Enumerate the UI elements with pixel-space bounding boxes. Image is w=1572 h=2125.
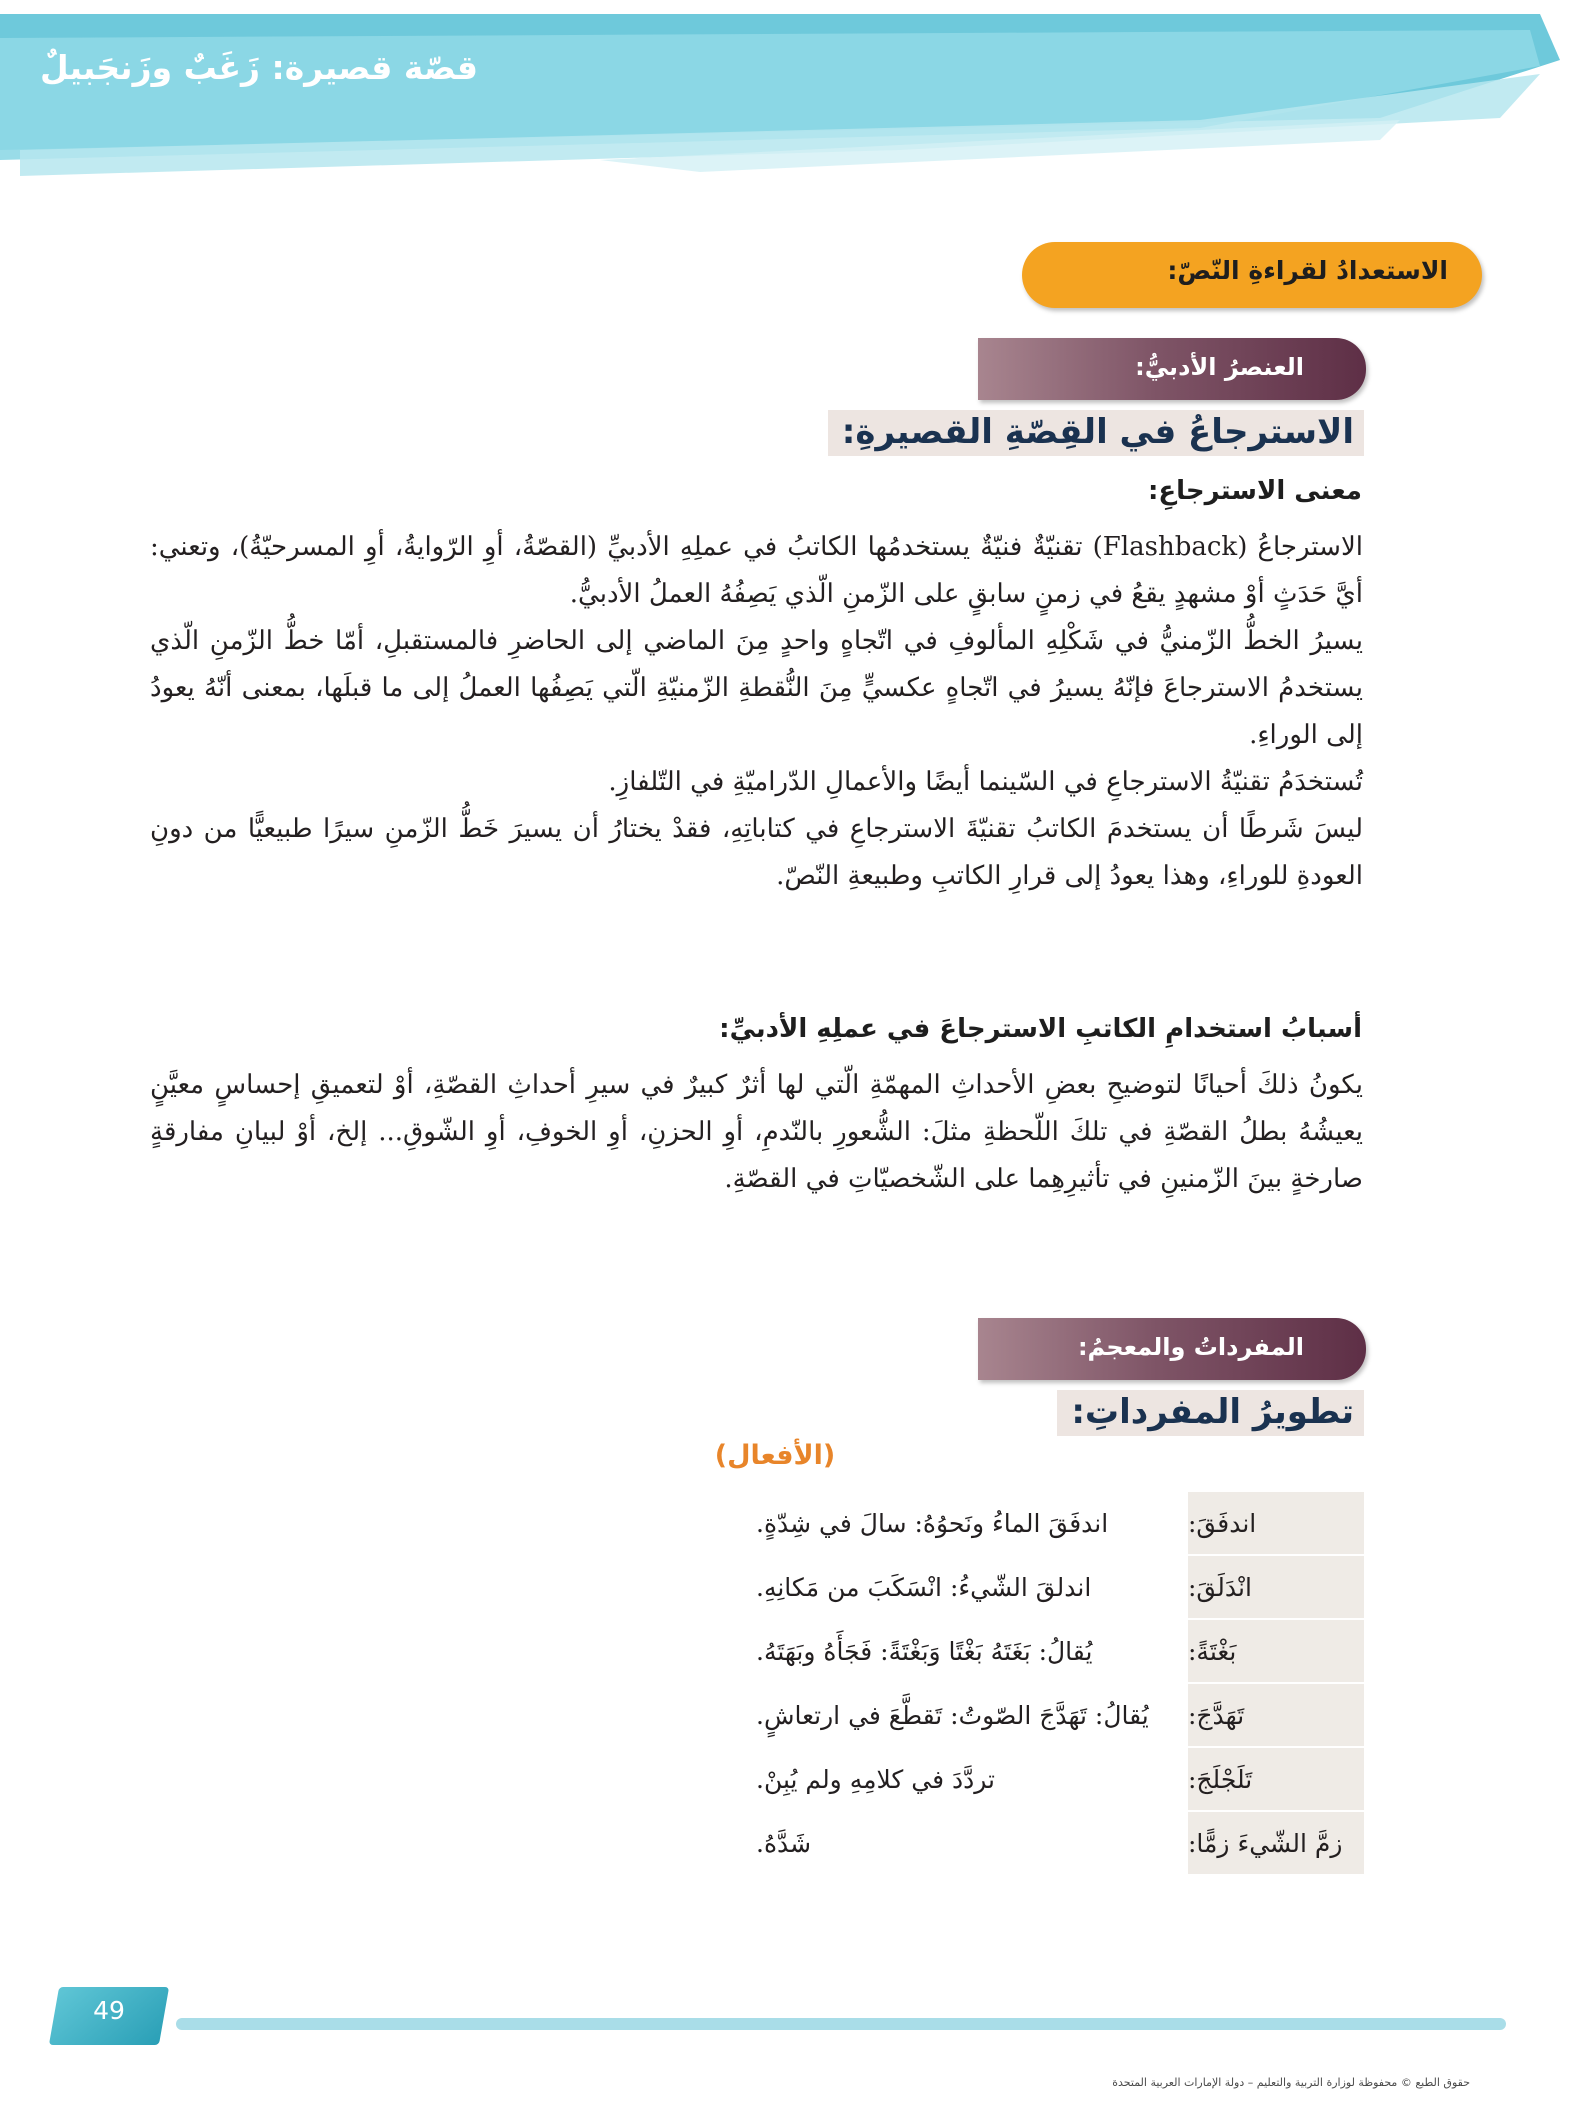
footer-divider — [176, 2018, 1506, 2030]
flashback-subheading: الاسترجاعُ في القِصّةِ القصيرةِ: — [828, 410, 1364, 456]
page-title: قصّة قصيرة: زَغَبٌ وزَنجَبيلٌ — [40, 48, 478, 87]
meaning-paragraph: الاسترجاعُ (Flashback) تقنيّةٌ فنيّةٌ يستخدمُها الكاتبُ في عملِهِ الأدبيِّ (القصّةُ، أوِ الرّوايةُ، أوِ المسرحيّةُ)، وتعني: أيَّ حَدَثٍ أوْ مشهدٍ يقعُ في زمنٍ سابقٍ على الزّمنِ الّذي يَصِفُهُ العملُ الأدبيُّ. — [150, 532, 1363, 609]
copyright-notice: حقوق الطبع © محفوظة لوزارة التربية والتعليم – دولة الإمارات العربية المتحدة — [1112, 2076, 1470, 2089]
literary-element-label: العنصرُ الأدبيُّ: — [1135, 353, 1304, 381]
vocabulary-row — [756, 1684, 1364, 1746]
meaning-paragraph: يسيرُ الخطُّ الزّمنيُّ في شَكْلِهِ المألوفِ في اتّجاهٍ واحدٍ مِنَ الماضي إلى الحاضرِ فالمستقبلِ، أمّا خطُّ الزّمنِ الّذي يستخدمُ الاسترجاعَ فإنّهُ يسيرُ في اتّجاهٍ عكسيٍّ مِنَ النُّقطةِ الزّمنيّةِ الّتي يَصِفُها العملُ إلى ما قبلَها، بمعنى أنّهُ يعودُ إلى الوراءِ. — [150, 626, 1363, 750]
vocabulary-definition: اندفَقَ الماءُ ونَحوُهُ: سالَ في شِدّةٍ. — [756, 1508, 1109, 1538]
vocabulary-row — [756, 1556, 1364, 1618]
meaning-paragraph: ليسَ شَرطًا أن يستخدمَ الكاتبُ تقنيّةَ الاسترجاعِ في كتاباتِهِ، فقدْ يختارُ أن يسيرَ خَطُّ الزّمنِ سيرًا طبيعيًّا من دونِ العودةِ للوراءِ، وهذا يعودُ إلى قرارِ الكاتبِ وطبيعةِ النّصّ. — [150, 814, 1363, 891]
vocabulary-term: زمَّ الشّيءَ زمًّا: — [1188, 1812, 1364, 1874]
vocabulary-definition: يُقالُ: بَغَتَهُ بَغْتًا وَبَغْتَةً: فَجَأَهُ وبَهَتَهُ. — [756, 1636, 1093, 1666]
meaning-text — [150, 524, 1363, 900]
vocabulary-row — [756, 1812, 1364, 1874]
vocabulary-term: تَهَدَّجَ: — [1188, 1684, 1364, 1746]
reading-prep-label: الاستعدادُ لقراءةِ النّصّ: — [1167, 256, 1448, 285]
page-number: 49 — [93, 1996, 125, 2025]
vocabulary-subheading: تطويرُ المفرداتِ: — [1057, 1390, 1364, 1436]
vocabulary-term: اندفَقَ: — [1188, 1492, 1364, 1554]
meaning-paragraph: تُستخدَمُ تقنيّةُ الاسترجاعِ في السّينما أيضًا والأعمالِ الدّراميّةِ في التّلفازِ. — [608, 767, 1363, 797]
vocabulary-term: بَغْتَةً: — [1188, 1620, 1364, 1682]
header-banner — [0, 0, 1572, 200]
vocabulary-definition: يُقالُ: تَهَدَّجَ الصّوتُ: تَقطَّعَ في ارتعاشٍ. — [756, 1700, 1149, 1730]
vocabulary-term: تَلَجْلَجَ: — [1188, 1748, 1364, 1810]
vocabulary-table — [756, 1492, 1364, 1876]
vocabulary-row — [756, 1492, 1364, 1554]
vocabulary-definition: اندلقَ الشّيءُ: انْسَكَبَ من مَكانِهِ. — [756, 1572, 1092, 1602]
reasons-heading: أسبابُ استخدامِ الكاتبِ الاسترجاعَ في عملِهِ الأدبيِّ: — [719, 1014, 1362, 1044]
reasons-text — [150, 1062, 1363, 1203]
reading-prep-header — [1022, 242, 1482, 308]
vocabulary-header — [978, 1318, 1366, 1380]
vocabulary-label: المفرداتُ والمعجمُ: — [1077, 1333, 1304, 1361]
vocabulary-definition: شَدَّهُ. — [756, 1828, 812, 1858]
reasons-paragraph: يكونُ ذلكَ أحيانًا لتوضيحِ بعضِ الأحداثِ المهمّةِ الّتي لها أثرٌ كبيرٌ في سيرِ أحداثِ القصّةِ، أوْ لتعميقِ إحساسٍ معيَّنٍ يعيشُهُ بطلُ القصّةِ في تلكَ اللّحظةِ مثلَ: الشُّعورِ بالنّدمِ، أوِ الحزنِ، أوِ الخوفِ، أوِ الشّوقِ... إلخ، أوْ لبيانِ مفارقةٍ صارخةٍ بينَ الزّمنينِ في تأثيرِهِما على الشّخصيّاتِ في القصّةِ. — [150, 1070, 1363, 1194]
banner-shape — [0, 0, 1572, 200]
literary-element-header — [978, 338, 1366, 400]
vocabulary-definition: تردَّدَ في كلامِهِ ولم يُبِنْ. — [756, 1764, 996, 1794]
meaning-heading: معنى الاسترجاعِ: — [1147, 476, 1362, 506]
verbs-label: (الأفعال) — [714, 1440, 836, 1471]
vocabulary-row — [756, 1620, 1364, 1682]
vocabulary-term: انْدَلَقَ: — [1188, 1556, 1364, 1618]
vocabulary-row — [756, 1748, 1364, 1810]
